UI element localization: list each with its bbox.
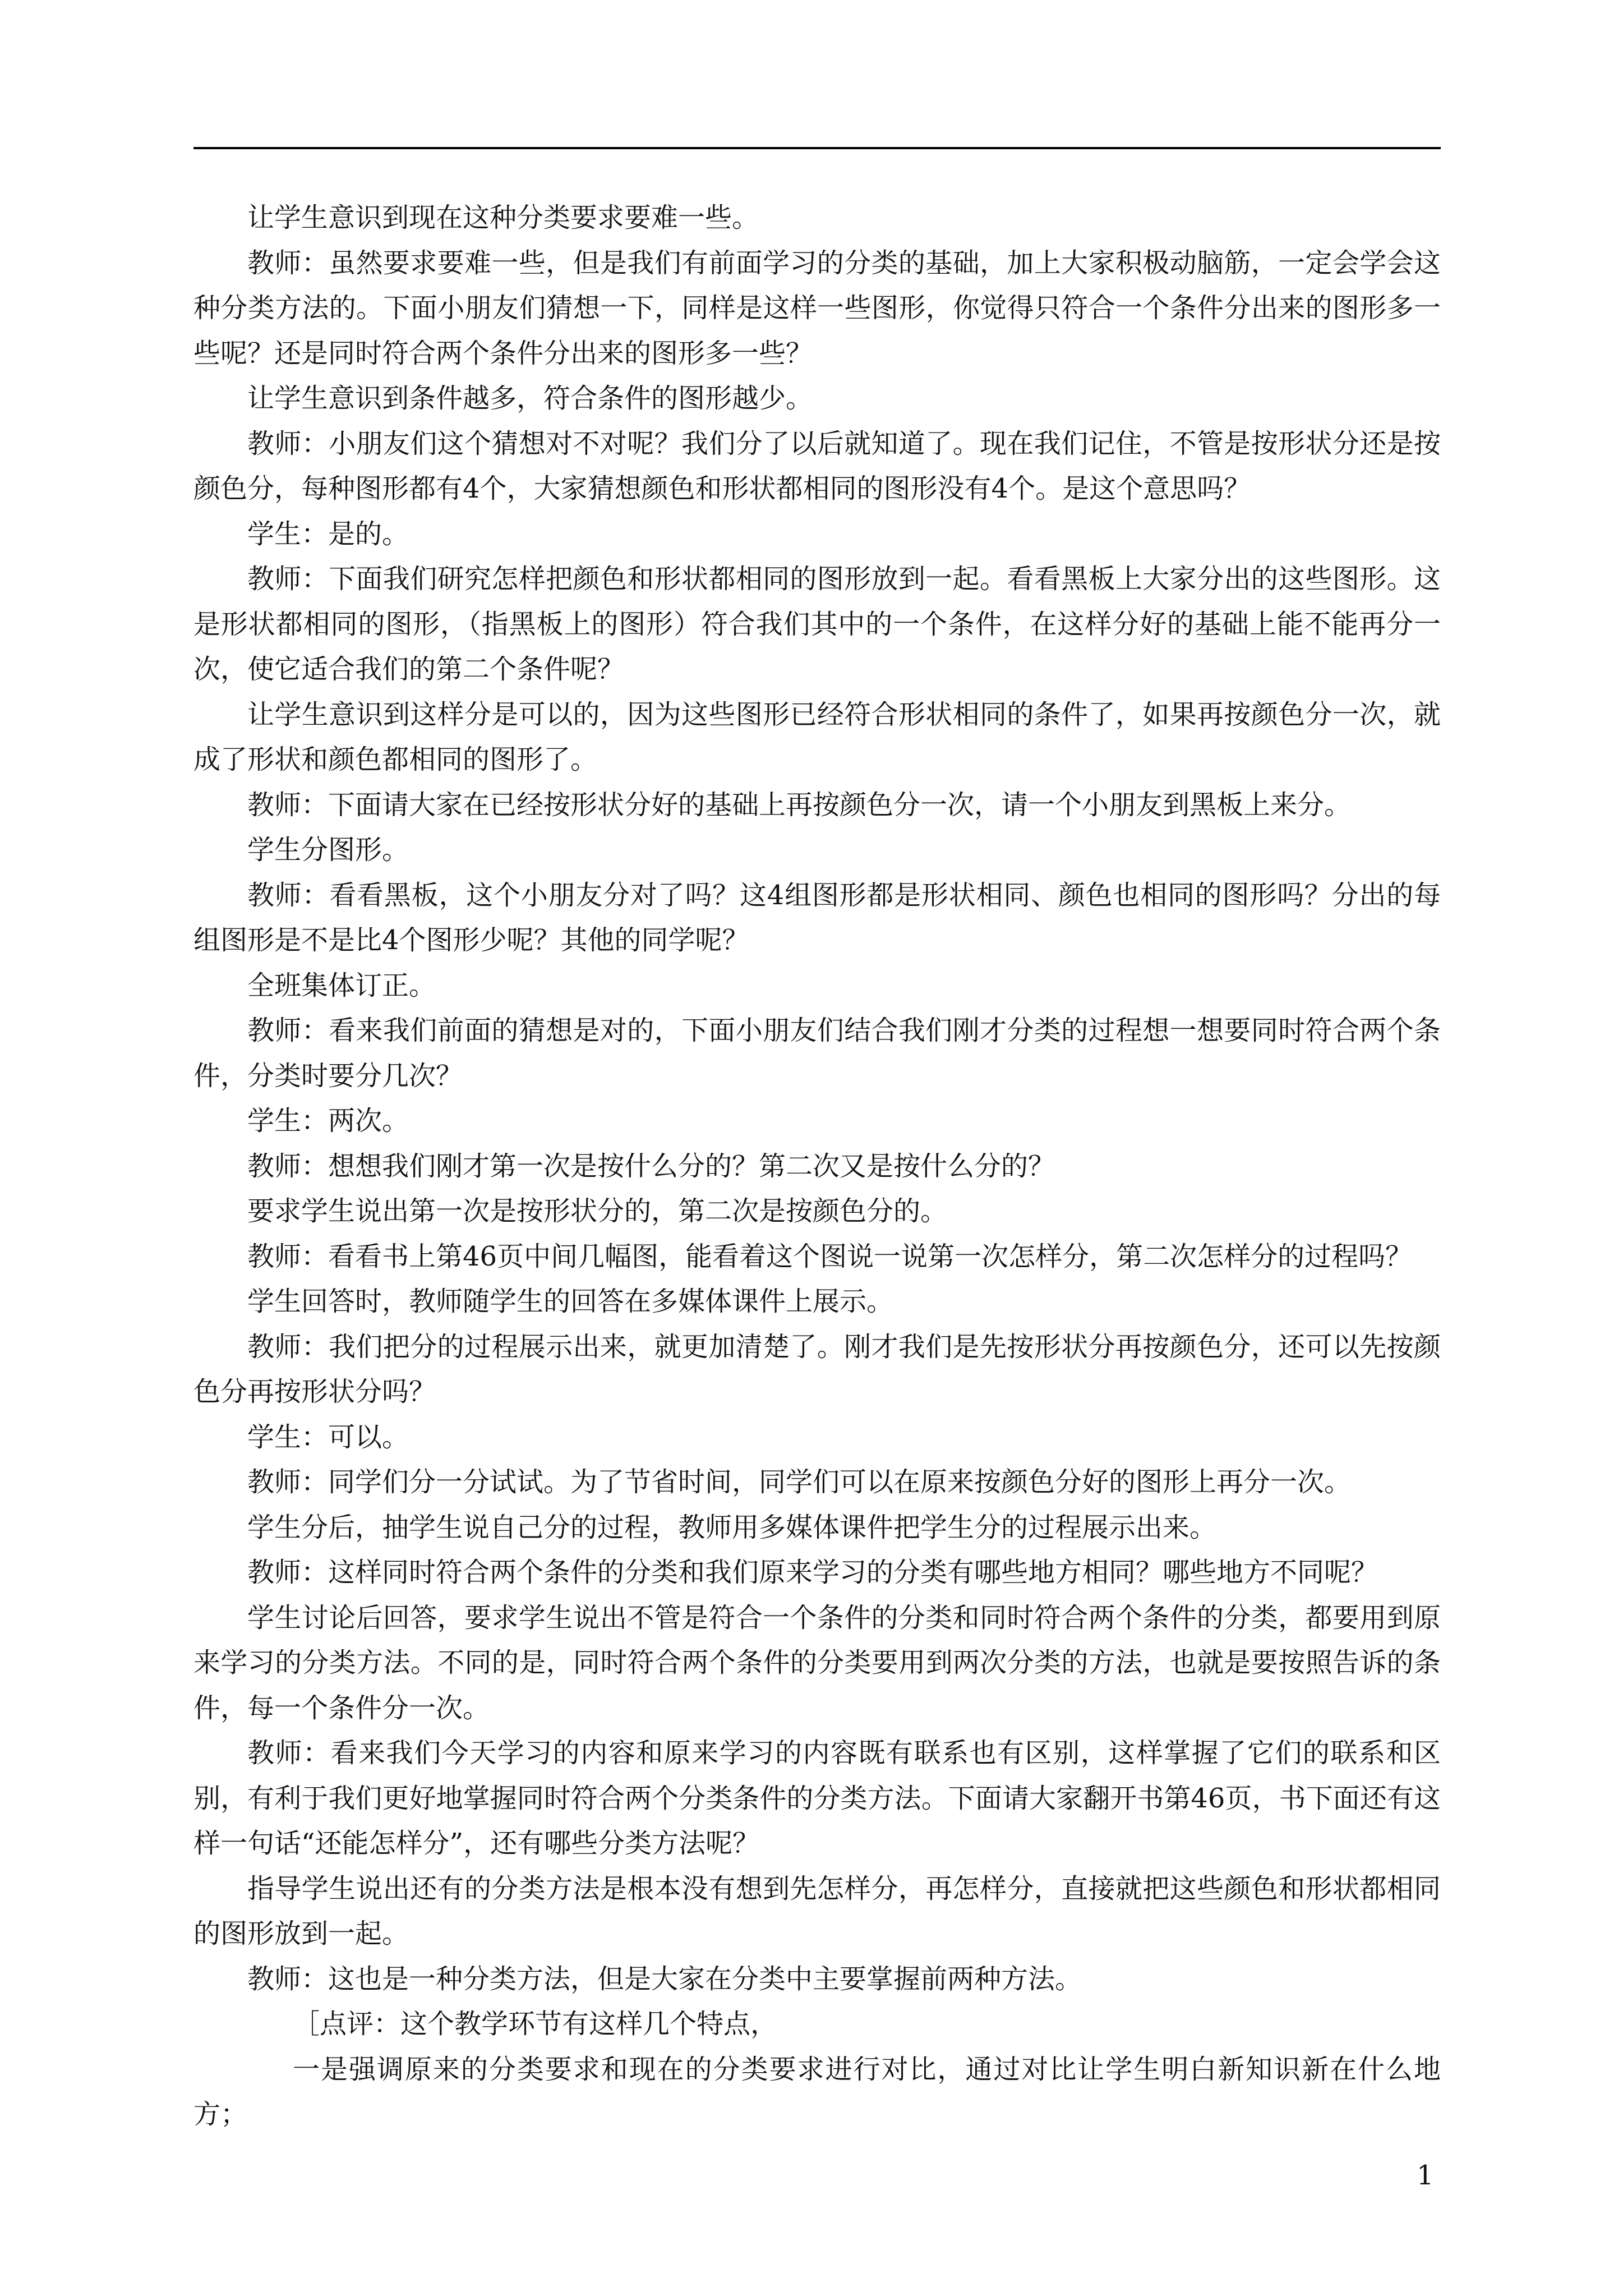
paragraph: 让学生意识到条件越多，符合条件的图形越少。 — [247, 383, 813, 414]
paragraph: 学生：可以。 — [247, 1421, 409, 1453]
paragraph: 让学生意识到现在这种分类要求要难一些。 — [247, 202, 759, 233]
paragraph: 教师：小朋友们这个猜想对不对呢？我们分了以后就知道了。现在我们记住，不管是按形状分还是按颜色分，每种图形都有4个，大家猜想颜色和形状都相同的图形没有4个。是这个意思吗？ — [193, 427, 1441, 504]
paragraph: 全班集体订正。 — [247, 969, 436, 1001]
document-body — [193, 195, 1441, 2137]
paragraph: 教师：想想我们刚才第一次是按什么分的？第二次又是按什么分的？ — [247, 1150, 1055, 1182]
paragraph: 学生：是的。 — [247, 518, 409, 550]
paragraph: 教师：我们把分的过程展示出来，就更加清楚了。刚才我们是先按形状分再按颜色分，还可以先按颜色分再按形状分吗？ — [193, 1331, 1441, 1407]
paragraph: 教师：看来我们前面的猜想是对的，下面小朋友们结合我们刚才分类的过程想一想要同时符合两个条件，分类时要分几次？ — [193, 1015, 1441, 1092]
paragraph: 教师：这样同时符合两个条件的分类和我们原来学习的分类有哪些地方相同？哪些地方不同呢？ — [247, 1557, 1378, 1588]
paragraph: 教师：下面请大家在已经按形状分好的基础上再按颜色分一次，请一个小朋友到黑板上来分。 — [247, 789, 1352, 821]
paragraph: 学生分后，抽学生说自己分的过程，教师用多媒体课件把学生分的过程展示出来。 — [247, 1511, 1217, 1543]
paragraph: 学生：两次。 — [247, 1105, 409, 1137]
paragraph: 教师：看看黑板，这个小朋友分对了吗？这4组图形都是形状相同、颜色也相同的图形吗？分出的每组图形是不是比4个图形少呢？其他的同学呢？ — [193, 879, 1441, 956]
page-number: 1 — [1417, 2160, 1434, 2191]
paragraph: 要求学生说出第一次是按形状分的，第二次是按颜色分的。 — [247, 1195, 948, 1227]
paragraph: 教师：同学们分一分试试。为了节省时间，同学们可以在原来按颜色分好的图形上再分一次。 — [247, 1466, 1352, 1498]
paragraph: 学生分图形。 — [247, 834, 409, 866]
paragraph: 教师：这也是一种分类方法，但是大家在分类中主要掌握前两种方法。 — [247, 1963, 1082, 1995]
paragraph: 教师：虽然要求要难一些，但是我们有前面学习的分类的基础，加上大家积极动脑筋，一定会学会这种分类方法的。下面小朋友们猜想一下，同样是这样一些图形，你觉得只符合一个条件分出来的图形多一些呢？还是同时符合两个条件分出来的图形多一些？ — [193, 247, 1441, 369]
review-point: 一是强调原来的分类要求和现在的分类要求进行对比，通过对比让学生明白新知识新在什么地方； — [193, 2053, 1441, 2130]
paragraph: 学生讨论后回答，要求学生说出不管是符合一个条件的分类和同时符合两个条件的分类，都要用到原来学习的分类方法。不同的是，同时符合两个条件的分类要用到两次分类的方法，也就是要按照告诉的条件，每一个条件分一次。 — [193, 1602, 1441, 1724]
header-rule — [193, 147, 1441, 149]
paragraph: 教师：看看书上第46页中间几幅图，能看着这个图说一说第一次怎样分，第二次怎样分的过程吗？ — [247, 1240, 1413, 1272]
paragraph: 教师：下面我们研究怎样把颜色和形状都相同的图形放到一起。看看黑板上大家分出的这些图形。这是形状都相同的图形，（指黑板上的图形）符合我们其中的一个条件，在这样分好的基础上能不能再分一次，使它适合我们的第二个条件呢？ — [193, 563, 1441, 685]
review-intro: ［点评：这个教学环节有这样几个特点， — [293, 2008, 778, 2040]
paragraph: 教师：看来我们今天学习的内容和原来学习的内容既有联系也有区别，这样掌握了它们的联系和区别，有利于我们更好地掌握同时符合两个分类条件的分类方法。下面请大家翻开书第46页，书下面还有这样一句话“还能怎样分”，还有哪些分类方法呢？ — [193, 1737, 1441, 1859]
paragraph: 学生回答时，教师随学生的回答在多媒体课件上展示。 — [247, 1286, 894, 1317]
paragraph: 让学生意识到这样分是可以的，因为这些图形已经符合形状相同的条件了，如果再按颜色分一次，就成了形状和颜色都相同的图形了。 — [193, 698, 1441, 775]
paragraph: 指导学生说出还有的分类方法是根本没有想到先怎样分，再怎样分，直接就把这些颜色和形状都相同的图形放到一起。 — [193, 1872, 1441, 1949]
